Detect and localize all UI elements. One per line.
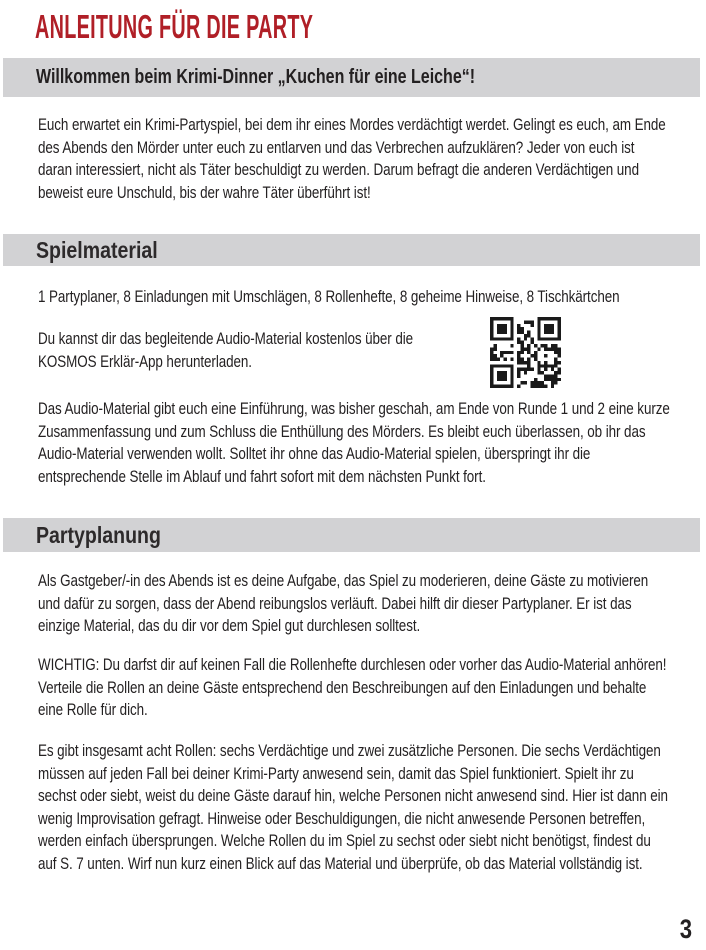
host-role-paragraph: Als Gastgeber/-in des Abends ist es deine Aufgabe, das Spiel zu moderieren, deine Gäste zu motivieren und dafür zu sorgen, dass der Abend reibungslos verläuft. Dabei hilft dir dieser Partyplaner. Er ist das einzige Material, das du dir vor dem Spiel gut durchlesen solltest. bbox=[38, 571, 649, 635]
page-title: ANLEITUNG FÜR DIE PARTY bbox=[35, 8, 314, 45]
components-line: 1 Partyplaner, 8 Einladungen mit Umschlägen, 8 Rollenhefte, 8 geheime Hinweise, 8 Tischkärtchen bbox=[38, 287, 620, 306]
roles-paragraph: Es gibt insgesamt acht Rollen: sechs Verdächtige und zwei zusätzliche Personen. Die sechs Verdächtigen müssen auf jeden Fall bei deiner Krimi-Party anwesend sein, damit das Spiel funktioniert. Spielt ihr zu sechst oder siebt, weist du deine Gäste darauf hin, welche Personen nicht anwesend sind. Hier ist dann ein wenig Improvisation gefragt. Hinweise oder Beschuldigungen, die nicht anwesende Personen betreffen, werden einfach übersprungen. Welche Rollen du im Spiel zu sechst oder siebt nicht benötigst, findest du auf S. 7 unten. Wirf nun kurz einen Blick auf das Material und überprüfe, ob das Material vollständig ist. bbox=[38, 741, 668, 873]
welcome-heading-bar bbox=[3, 58, 700, 97]
section-heading-spielmaterial: Spielmaterial bbox=[36, 236, 158, 263]
section-heading-partyplanung: Partyplanung bbox=[36, 521, 161, 548]
audio-note-paragraph: Du kannst dir das begleitende Audio-Material kostenlos über die KOSMOS Erklär-App herunterladen. bbox=[38, 329, 414, 371]
page-number: 3 bbox=[679, 914, 692, 944]
section-bar-partyplanung bbox=[3, 518, 700, 552]
qr-code-icon bbox=[490, 317, 561, 388]
important-paragraph: WICHTIG: Du darfst dir auf keinen Fall die Rollenhefte durchlesen oder vorher das Audio-Material anhören! Verteile die Rollen an deine Gäste entsprechend den Beschreibungen auf den Einladungen und behalte eine Rolle für dich. bbox=[38, 655, 667, 719]
section-bar-spielmaterial bbox=[3, 234, 700, 266]
welcome-heading: Willkommen beim Krimi-Dinner „Kuchen für eine Leiche“! bbox=[36, 66, 476, 88]
audio-details-paragraph: Das Audio-Material gibt euch eine Einführung, was bisher geschah, am Ende von Runde 1 und 2 eine kurze Zusammenfassung und zum Schluss die Enthüllung des Mörders. Es bleibt euch überlassen, ob ihr das Audio-Material verwenden wollt. Solltet ihr ohne das Audio-Material spielen, überspringt ihr die entsprechende Stelle im Ablauf und fahrt sofort mit dem nächsten Punkt fort. bbox=[38, 399, 670, 486]
intro-paragraph: Euch erwartet ein Krimi-Partyspiel, bei dem ihr eines Mordes verdächtigt werdet. Gelingt es euch, am Ende des Abends den Mörder unter euch zu entlarven und das Verbrechen aufzuklären? Jeder von euch ist daran interessiert, nicht als Täter beschuldigt zu werden. Darum befragt die anderen Verdächtigen und beweist eure Unschuld, bis der wahre Täter überführt ist! bbox=[38, 115, 666, 202]
